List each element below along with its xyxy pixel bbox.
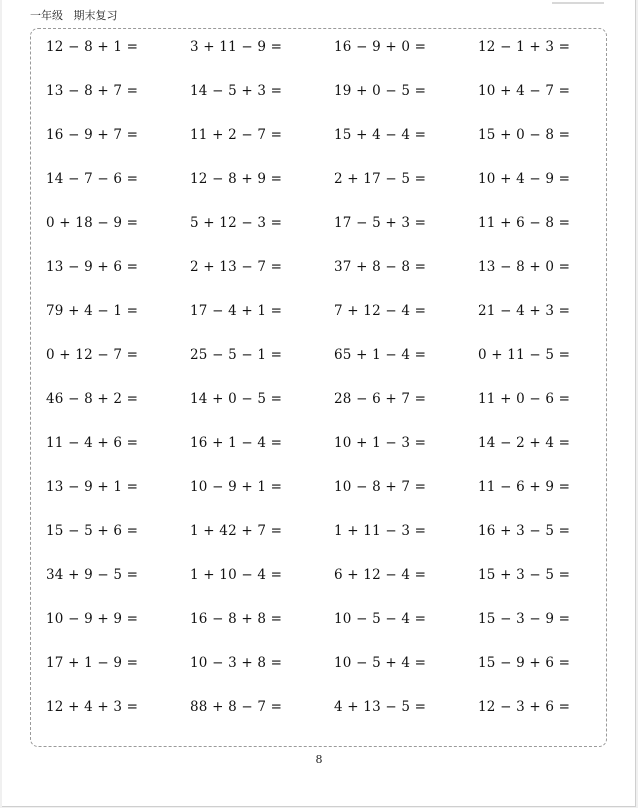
math-problem: 2 + 17 − 5 =	[334, 171, 427, 187]
math-problem: 14 + 0 − 5 =	[190, 391, 283, 407]
math-problem: 12 − 3 + 6 =	[478, 699, 571, 715]
math-problem: 2 + 13 − 7 =	[190, 259, 283, 275]
math-problem: 14 − 7 − 6 =	[46, 171, 139, 187]
math-problem: 6 + 12 − 4 =	[334, 567, 427, 583]
header-decoration	[552, 0, 604, 4]
math-problem: 15 − 9 + 6 =	[478, 655, 571, 671]
math-problem: 10 + 4 − 7 =	[478, 83, 571, 99]
math-problem: 12 − 1 + 3 =	[478, 39, 571, 55]
math-problem: 16 + 3 − 5 =	[478, 523, 571, 539]
math-problem: 7 + 12 − 4 =	[334, 303, 427, 319]
math-problem: 5 + 12 − 3 =	[190, 215, 283, 231]
math-problem: 0 + 12 − 7 =	[46, 347, 139, 363]
math-problem: 10 − 5 + 4 =	[334, 655, 427, 671]
page-number: 8	[315, 753, 323, 766]
math-problem: 11 + 6 − 8 =	[478, 215, 571, 231]
math-problem: 10 + 4 − 9 =	[478, 171, 571, 187]
math-problem: 10 − 9 + 9 =	[46, 611, 139, 627]
math-problem: 11 − 6 + 9 =	[478, 479, 571, 495]
math-problem: 15 − 5 + 6 =	[46, 523, 139, 539]
problem-grid	[46, 37, 622, 741]
math-problem: 16 − 8 + 8 =	[190, 611, 283, 627]
math-problem: 11 + 2 − 7 =	[190, 127, 283, 143]
math-problem: 10 − 9 + 1 =	[190, 479, 283, 495]
math-problem: 34 + 9 − 5 =	[46, 567, 139, 583]
math-problem: 4 + 13 − 5 =	[334, 699, 427, 715]
math-problem: 1 + 42 + 7 =	[190, 523, 283, 539]
math-problem: 10 − 8 + 7 =	[334, 479, 427, 495]
math-problem: 25 − 5 − 1 =	[190, 347, 283, 363]
math-problem: 37 + 8 − 8 =	[334, 259, 427, 275]
math-problem: 15 + 3 − 5 =	[478, 567, 571, 583]
math-problem: 17 + 1 − 9 =	[46, 655, 139, 671]
math-problem: 12 + 4 + 3 =	[46, 699, 139, 715]
math-problem: 14 − 5 + 3 =	[190, 83, 283, 99]
math-problem: 21 − 4 + 3 =	[478, 303, 571, 319]
math-problem: 13 − 8 + 7 =	[46, 83, 139, 99]
math-problem: 19 + 0 − 5 =	[334, 83, 427, 99]
math-problem: 10 − 3 + 8 =	[190, 655, 283, 671]
math-problem: 12 − 8 + 9 =	[190, 171, 283, 187]
math-problem: 0 + 11 − 5 =	[478, 347, 571, 363]
math-problem: 15 − 3 − 9 =	[478, 611, 571, 627]
page-header: 一年级 期末复习	[30, 9, 118, 22]
math-problem: 10 + 1 − 3 =	[334, 435, 427, 451]
math-problem: 46 − 8 + 2 =	[46, 391, 139, 407]
math-problem: 13 − 9 + 1 =	[46, 479, 139, 495]
math-problem: 13 − 8 + 0 =	[478, 259, 571, 275]
math-problem: 17 − 5 + 3 =	[334, 215, 427, 231]
math-problem: 14 − 2 + 4 =	[478, 435, 571, 451]
math-problem: 3 + 11 − 9 =	[190, 39, 283, 55]
math-problem: 10 − 5 − 4 =	[334, 611, 427, 627]
math-problem: 1 + 10 − 4 =	[190, 567, 283, 583]
math-problem: 65 + 1 − 4 =	[334, 347, 427, 363]
math-problem: 79 + 4 − 1 =	[46, 303, 139, 319]
math-problem: 11 − 4 + 6 =	[46, 435, 139, 451]
math-problem: 13 − 9 + 6 =	[46, 259, 139, 275]
math-problem: 16 − 9 + 0 =	[334, 39, 427, 55]
math-problem: 15 + 4 − 4 =	[334, 127, 427, 143]
math-problem: 15 + 0 − 8 =	[478, 127, 571, 143]
math-problem: 88 + 8 − 7 =	[190, 699, 283, 715]
math-problem: 17 − 4 + 1 =	[190, 303, 283, 319]
math-problem: 0 + 18 − 9 =	[46, 215, 139, 231]
math-problem: 1 + 11 − 3 =	[334, 523, 427, 539]
math-problem: 16 + 1 − 4 =	[190, 435, 283, 451]
math-problem: 16 − 9 + 7 =	[46, 127, 139, 143]
math-problem: 11 + 0 − 6 =	[478, 391, 571, 407]
math-problem: 28 − 6 + 7 =	[334, 391, 427, 407]
math-problem: 12 − 8 + 1 =	[46, 39, 139, 55]
